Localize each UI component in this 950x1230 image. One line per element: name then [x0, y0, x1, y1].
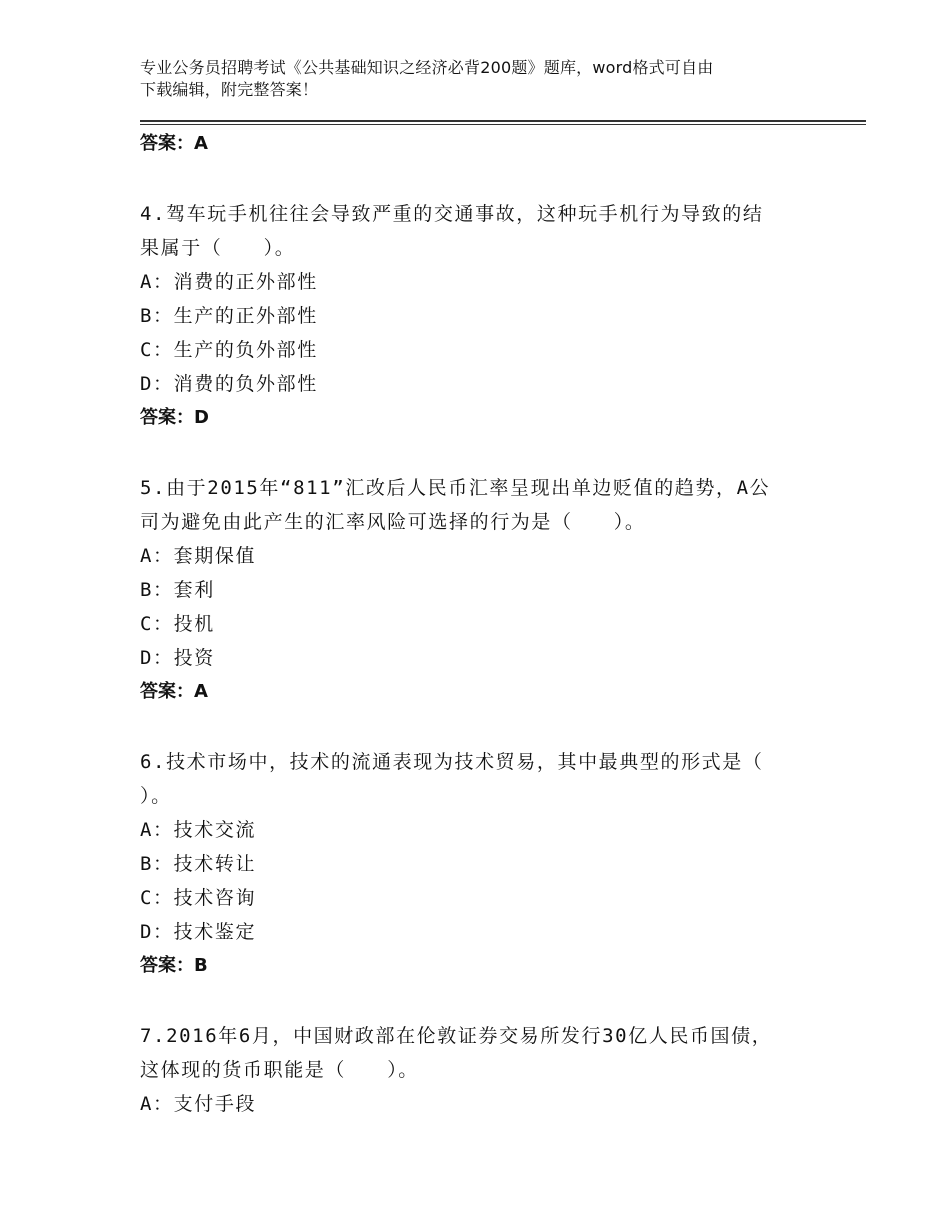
- question-text-line: ）。: [140, 785, 172, 807]
- header-title-line-2: 下载编辑，附完整答案！: [140, 80, 319, 99]
- question-6: [140, 745, 840, 983]
- question-text-line: 果属于（ ）。: [140, 237, 296, 259]
- question-7: [140, 1019, 840, 1121]
- question-text-line: 5.由于2015年“811”汇改后人民币汇率呈现出单边贬值的趋势，A公: [140, 477, 771, 499]
- answer: 答案：D: [140, 407, 209, 428]
- document-header: [140, 57, 830, 101]
- question-text-line: 这体现的货币职能是（ ）。: [140, 1059, 419, 1081]
- header-title-line-1: 专业公务员招聘考试《公共基础知识之经济必背200题》题库，word格式可自由: [140, 58, 714, 77]
- previous-answer: 答案：A: [140, 133, 208, 154]
- option-c: C：生产的负外部性: [140, 339, 318, 361]
- option-b: B：生产的正外部性: [140, 305, 318, 327]
- question-text-line: 6.技术市场中，技术的流通表现为技术贸易，其中最典型的形式是（: [140, 751, 764, 773]
- option-a: A：支付手段: [140, 1093, 257, 1115]
- document-body: [140, 127, 840, 1121]
- question-text-line: 4.驾车玩手机往往会导致严重的交通事故，这种玩手机行为导致的结: [140, 203, 764, 225]
- option-a: A：消费的正外部性: [140, 271, 318, 293]
- option-d: D：技术鉴定: [140, 921, 257, 943]
- question-5: [140, 471, 840, 709]
- option-b: B：技术转让: [140, 853, 257, 875]
- option-a: A：技术交流: [140, 819, 257, 841]
- option-c: C：技术咨询: [140, 887, 257, 909]
- spacer: [140, 161, 840, 197]
- option-b: B：套利: [140, 579, 215, 601]
- question-4: [140, 197, 840, 435]
- spacer: [140, 709, 840, 745]
- option-d: D：投资: [140, 647, 215, 669]
- spacer: [140, 435, 840, 471]
- option-a: A：套期保值: [140, 545, 257, 567]
- option-c: C：投机: [140, 613, 215, 635]
- question-text-line: 7.2016年6月，中国财政部在伦敦证券交易所发行30亿人民币国债，: [140, 1025, 773, 1047]
- spacer: [140, 983, 840, 1019]
- question-text-line: 司为避免由此产生的汇率风险可选择的行为是（ ）。: [140, 511, 646, 533]
- header-rule-thin: [140, 124, 866, 125]
- answer: 答案：B: [140, 955, 208, 976]
- header-rule-thick: [140, 120, 866, 122]
- option-d: D：消费的负外部性: [140, 373, 318, 395]
- answer: 答案：A: [140, 681, 208, 702]
